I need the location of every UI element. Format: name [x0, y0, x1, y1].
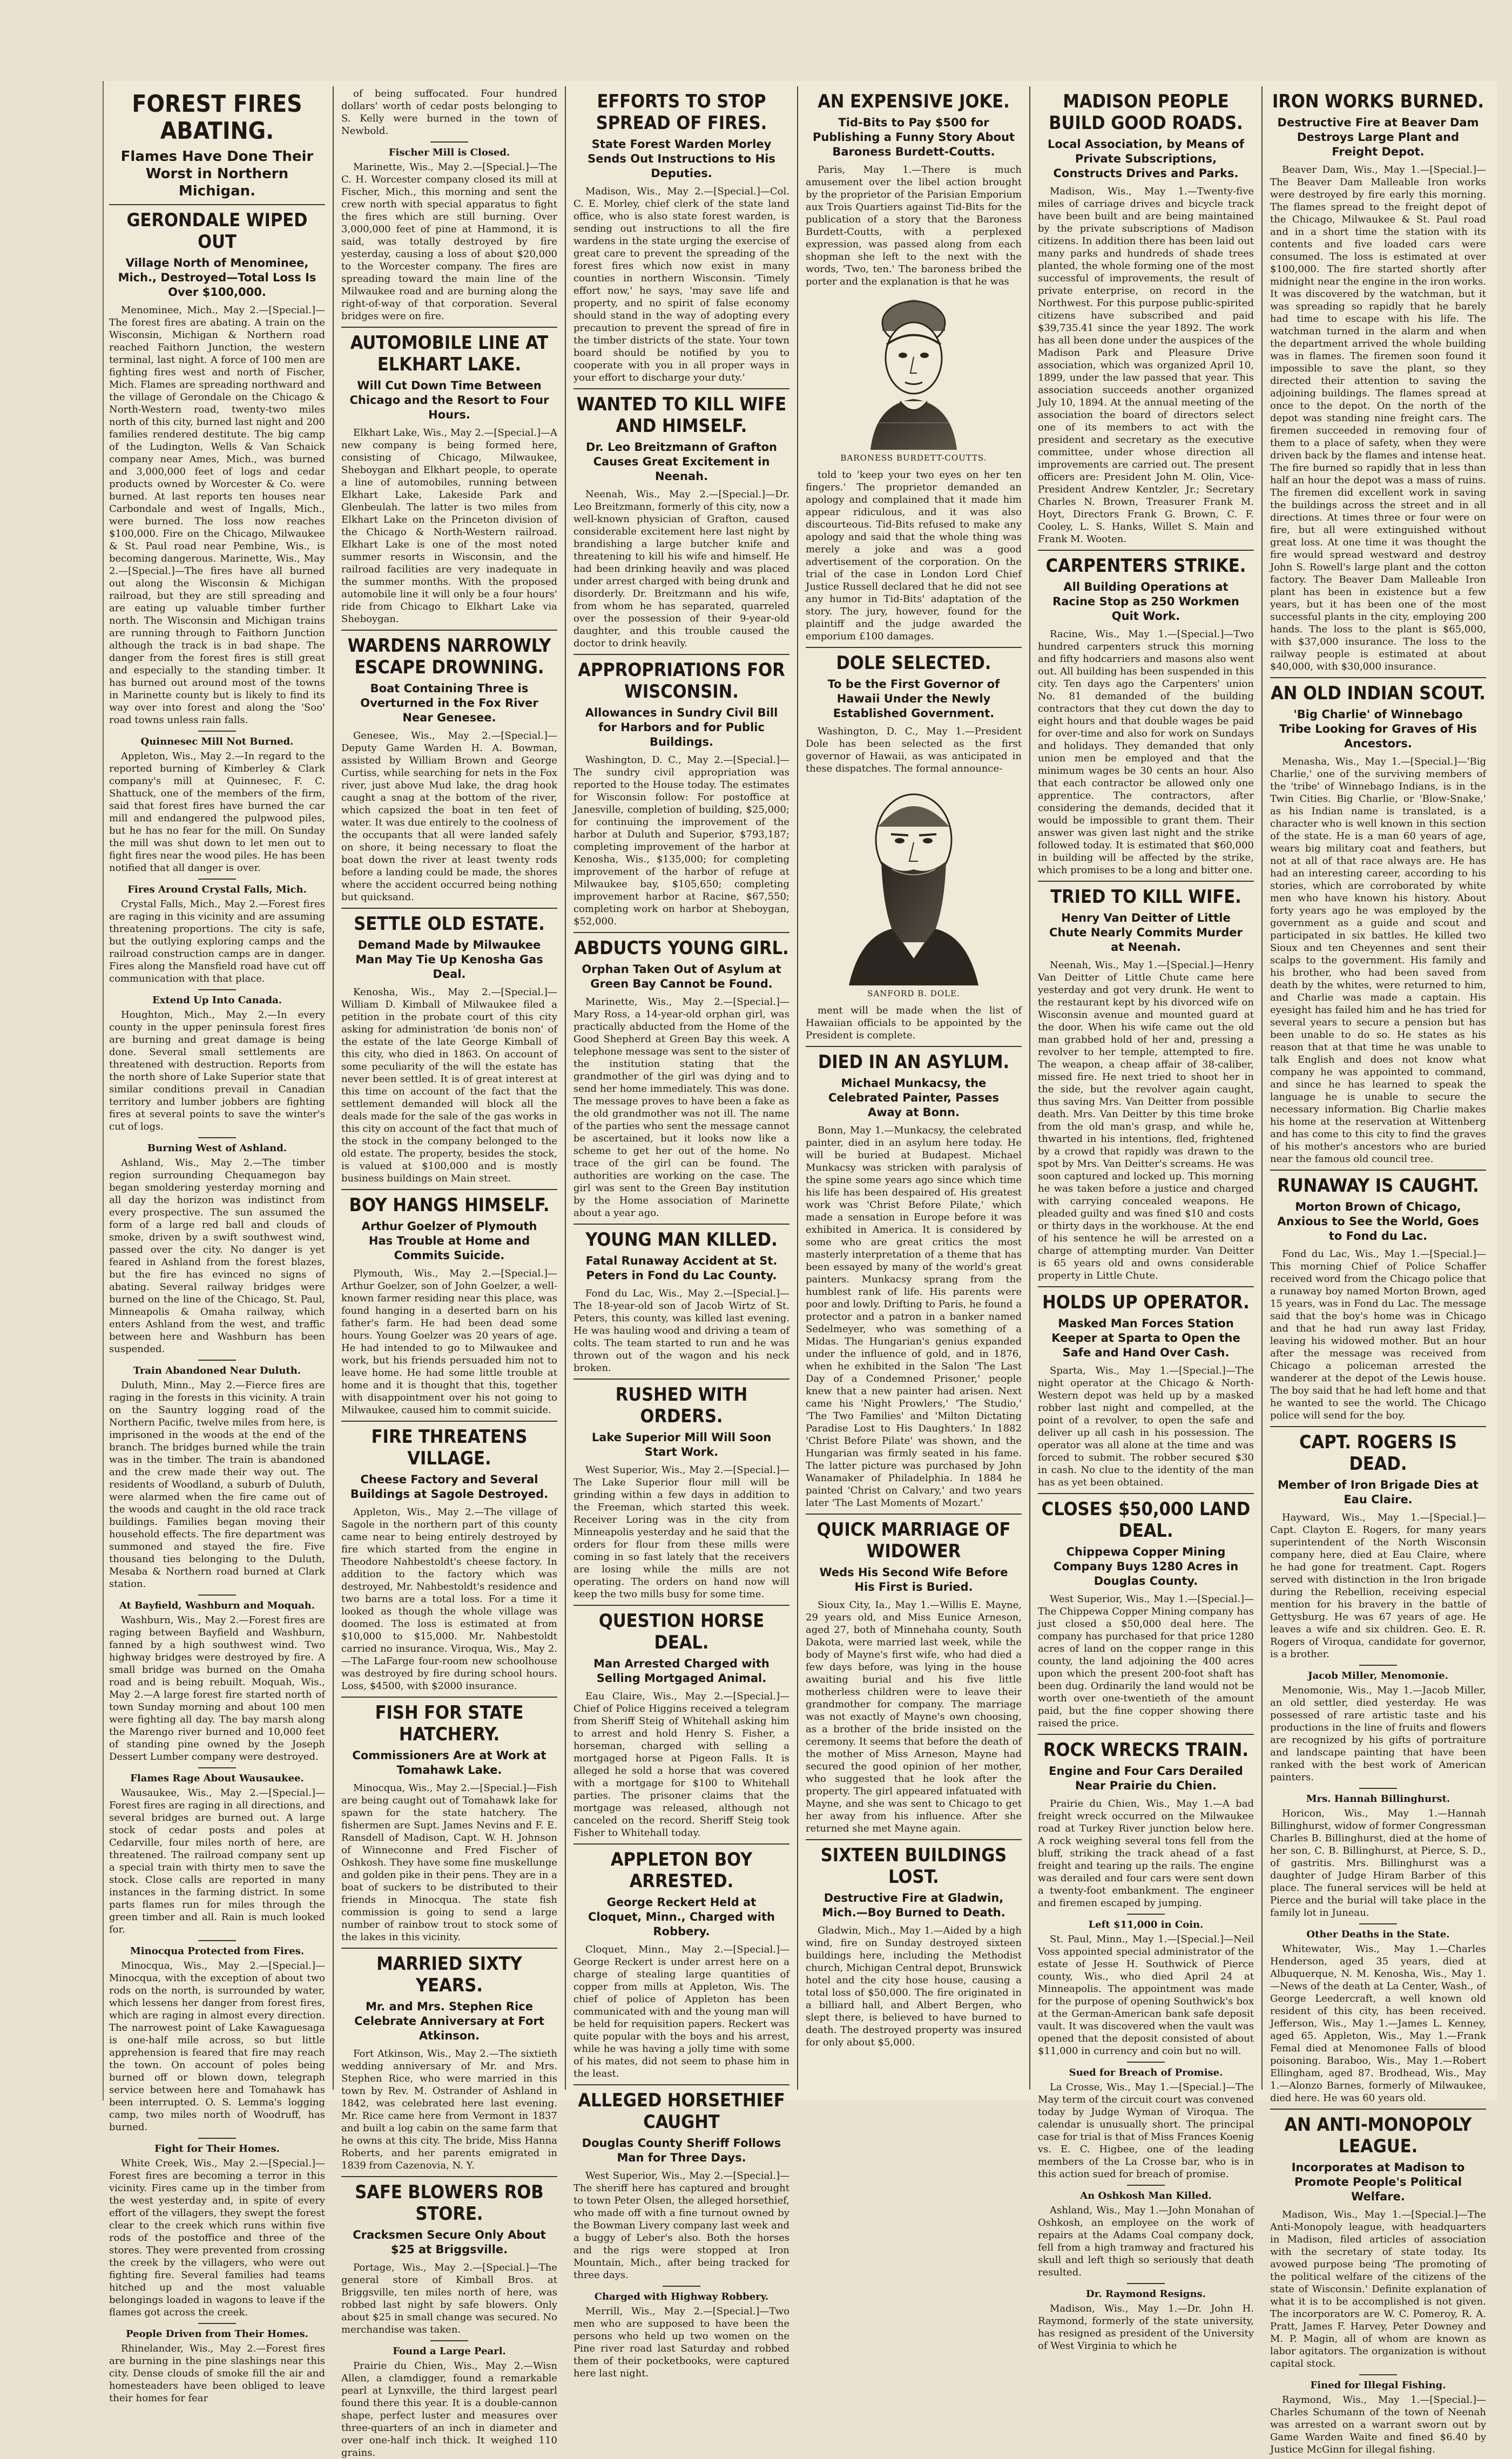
article [109, 91, 325, 200]
section-subhead: Left $11,000 in Coin. [1088, 1919, 1204, 1930]
subheadline: All Building Operations at Racine Stop as 250 Workmen Quit Work. [1052, 580, 1239, 623]
article [341, 141, 557, 322]
headline: FIRE THREATENS VILLAGE. [371, 1426, 528, 1469]
headline: QUICK MARRIAGE OF WIDOWER [816, 1519, 1011, 1562]
article-divider [341, 1697, 557, 1698]
article [109, 1595, 325, 1763]
article [1270, 91, 1486, 673]
headline: DIED IN AN ASYLUM. [818, 1051, 1010, 1073]
article-divider [198, 2323, 236, 2324]
article-body: Racine, Wis., May 1.—[Special.]—Two hundred carpenters struck this morning and fifty hodcarriers and masons also went out. All building has been suspended in this city. Ten days ago the Carpenters' union No. 81 demanded of the building contractors that they cut down the day to eight hours and that double wages be paid for over-time and also for work on Sundays and holidays. They demanded that only union men be employed and that the minimum wages be 30 cents an hour. Also that each contractor be allowed only one apprentice. The contractors, after considering the demands, decided that it would be impossible to grant them. Their answer was given last night and the strike followed today. It is estimated that $60,000 in building will be affected by the strike, which promises to be a long and bitter one. [1038, 629, 1254, 876]
article-body: Appleton, Wis., May 2.—In regard to the reported burning of Kimberley & Clark company's mill at Quinnesec, F. C. Shattuck, one of the members of the firm, said that forest fires have burned the car mill and endangered the pulpwood piles, but he has no fear for the mill. On Sunday the mill was shut down to let men out to fight fires near the wood piles. He has been notified that all danger is over. [109, 751, 325, 874]
article [109, 2323, 325, 2404]
article-body: Menomonie, Wis., May 1.—Jacob Miller, an old settler, died yesterday. He was possessed of rare artistic taste and his productions in the line of fruits and flowers are recognized by his gifts of portraiture and landscape painting that have been ranked with the best work of American painters. [1270, 1685, 1486, 1783]
headline: AN ANTI-MONOPOLY LEAGUE. [1284, 2114, 1472, 2157]
section-subhead: People Driven from Their Homes. [126, 2328, 308, 2340]
article [341, 908, 557, 1185]
article-body: Prairie du Chien, Wis., May 2.—Wisn Allen, a clamdigger, found a remarkable pearl at Lynxville, the third largest pearl found there this year. It is a double-cannon shape, perfect luster and measures over three-quarters of an inch in diameter and over one-half inch thick. It weighed 110 grains. [341, 2360, 557, 2458]
article-divider [1038, 1286, 1254, 1287]
article [1270, 2109, 1486, 2370]
article-divider [198, 879, 236, 880]
section-subhead: Fires Around Crystal Falls, Mich. [127, 884, 307, 895]
section-subhead: At Bayfield, Washburn and Moquah. [119, 1600, 315, 1611]
subheadline: Man Arrested Charged with Selling Mortgaged Animal. [593, 1657, 770, 1685]
article [341, 2176, 557, 2336]
section-subhead: Other Deaths in the State. [1306, 1929, 1450, 1940]
subheadline: To be the First Governor of Hawaii Under the Newly Established Government. [827, 678, 1000, 720]
headline: AN OLD INDIAN SCOUT. [1271, 683, 1486, 704]
article-body: of being suffocated. Four hundred dollars' worth of cedar posts belonging to S. Kelly were burned in the town of Newbold. [341, 88, 557, 137]
article-body: Menasha, Wis., May 1.—[Special.]—'Big Charlie,' one of the surviving members of the 'tribe' of Winnebago Indians, is in the Twin Cities. Big Charlie, or 'Blow-Snake,' as his Indian name is translated, is a character who is well known in this section of the state. He is a man 60 years of age, wears big military coat and feathers, but not at all of that race always are. He has had an interesting career, according to his stories, which are corroborated by white men who have known his history. About forty years ago he was employed by the government as a guide and scout and participated in six battles. He killed two Sioux and ten Cheyennes and sent their scalps to the government. His family and his brother, who had been saved from death by the whites, were returned to him, and Charlie was made a captain. His eyesight has failed him and he has tried for several years to secure a pension but has been unable to do so. He states as his reason that at that time he was unable to talk English and does not know what company he was appointed to command, and since he has learned to speak the language he is unable to secure the necessary information. Big Charlie makes his home at the reservation at Wittenberg and has come to this city to find the graves of his mother's ancestors who are buried near the famous old council tree. [1270, 756, 1486, 1165]
article [1038, 2185, 1254, 2279]
article-body: Rhinelander, Wis., May 2.—Forest fires are burning in the pine slashings near this city. Dense clouds of smoke fill the air and homesteaders have been obliged to leave their homes for fear [109, 2343, 325, 2404]
article [1038, 1734, 1254, 1909]
section-subhead: An Oshkosh Man Killed. [1080, 2190, 1212, 2201]
subheadline: Incorporates at Madison to Promote People's Political Welfare. [1291, 2161, 1465, 2203]
article-divider [1038, 1493, 1254, 1494]
headline: RUNAWAY IS CAUGHT. [1277, 1175, 1479, 1197]
column-rule [797, 86, 798, 2090]
newspaper-page [103, 81, 1497, 2458]
subheadline: Cheese Factory and Several Buildings at Sagole Destroyed. [350, 1473, 549, 1501]
article [109, 1940, 325, 2133]
headline: AN EXPENSIVE JOKE. [818, 91, 1010, 112]
article-body: Neenah, Wis., May 2.—[Special.]—Dr. Leo Breitzmann, formerly of this city, now a well-known physician of Grafton, caused considerable excitement here last night by brandishing a large butcher knife and threatening to kill his wife and himself. He had been drinking heavily and was placed under arrest charged with being drunk and disorderly. Dr. Breitzmann and his wife, from whom he has separated, quarreled over the possession of their 9-year-old daughter, and this trouble caused the doctor to drink heavily. [573, 489, 789, 649]
article [109, 204, 325, 726]
article-divider [806, 1839, 1022, 1840]
article [806, 1046, 1022, 1509]
article-body: Minocqua, Wis., May 2.—[Special.]—Minocqua, with the exception of about two rods on the north, is surrounded by water, which lessens her danger from forest fires, which are raging in almost every direction. The narrowest point of Lake Kawaguesaga is one-half mile across, so but little apprehension is feared that fire may reach the town. On account of poles being burned off or blown down, telegraph service between here and Tomahawk has been interrupted. O. S. Lemma's logging camp, two miles north of Woodruff, has burned. [109, 1960, 325, 2133]
subheadline: Henry Van Deitter of Little Chute Nearly Commits Murder at Neenah. [1049, 911, 1243, 954]
column-rule [333, 86, 334, 2090]
article-body: Whitewater, Wis., May 1.—Charles Henderson, aged 35 years, died at Albuquerque, N. M. Kenosha, Wis., May 1.—News of the death at La Center, Wash., of George Leedercraft, a well known old resident of this city, has been received. Jefferson, Wis., May 1.—James L. Kenney, aged 65. Appleton, Wis., May 1.—Frank Femal died at Menomonee Falls of blood poisoning. Baraboo, Wis., May 1.—Robert Ellingham, aged 87. Brodhead, Wis., May 1.—Alonzo Barnes, formerly of Milwaukee, died here. He was 60 years old. [1270, 1943, 1486, 2104]
headline: SETTLE OLD ESTATE. [354, 913, 545, 935]
subheadline: Lake Superior Mill Will Soon Start Work. [591, 1431, 772, 1458]
subheadline: Engine and Four Cars Derailed Near Prairie du Chien. [1049, 1765, 1243, 1792]
article-divider [663, 2286, 700, 2287]
article-divider [1127, 2062, 1165, 2063]
article-divider [573, 654, 789, 655]
article-divider [1127, 2185, 1165, 2186]
article [1038, 1493, 1254, 1730]
article-divider [806, 647, 1022, 648]
subheadline: Orphan Taken Out of Asylum at Green Bay Cannot be Found. [582, 963, 781, 990]
section-subhead: Mrs. Hannah Billinghurst. [1306, 1793, 1450, 1805]
column-1 [109, 87, 325, 2404]
article-divider [1127, 1914, 1165, 1915]
headline: FOREST FIRES ABATING. [132, 90, 302, 145]
article-divider [1270, 677, 1486, 678]
subheadline: George Reckert Held at Cloquet, Minn., Charged with Robbery. [588, 1896, 775, 1938]
article [1038, 1914, 1254, 2057]
article-divider [198, 1360, 236, 1361]
headline: HOLDS UP OPERATOR. [1042, 1292, 1250, 1313]
article [1270, 1665, 1486, 1784]
subheadline: Local Association, by Means of Private Subscriptions, Constructs Drives and Parks. [1047, 138, 1244, 180]
article-body: ment will be made when the list of Hawaiian officials to be appointed by the President is complete. [806, 1005, 1022, 1041]
headline: WARDENS NARROWLY ESCAPE DROWNING. [347, 635, 551, 678]
column-2 [341, 87, 557, 2458]
subheadline: Demand Made by Milwaukee Man May Tie Up Kenosha Gas Deal. [355, 938, 543, 981]
article-divider [341, 1189, 557, 1190]
article-body: Wausaukee, Wis., May 2.—[Special.]—Forest fires are raging in all directions, and several bridges are burned out. A large stock of cedar posts and poles at Cedarville, four miles north of here, are threatened. The railroad company sent up a special train with thirty men to save the stock. Close calls are reported in many instances in the farming district. In some parts flames run for miles through the green timber and all. Rain is much looked for. [109, 1787, 325, 1935]
article-divider [198, 1595, 236, 1596]
article-divider [109, 204, 325, 205]
article-divider [573, 932, 789, 933]
article-divider [1359, 1923, 1397, 1924]
article-body: Fond du Lac, Wis., May 1.—[Special.]—This morning Chief of Police Schaffer received word from the Chicago police that a runaway boy named Morton Brown, aged 15 years, was in Fond du Lac. The message said that the boy's home was in Chicago and that he had run away last Friday, leaving his widowed mother. But an hour after the message was received from Chicago a policeman arrested the wanderer at the depot of the Lewis house. The boy said that he had left home and that he wanted to see the world. The Chicago police will send for the boy. [1270, 1248, 1486, 1421]
article [573, 2286, 789, 2380]
article [573, 932, 789, 1219]
headline: SIXTEEN BUILDINGS LOST. [820, 1845, 1007, 1888]
article-body: Ashland, Wis., May 1.—John Monahan of Oshkosh, an employee on the work of repairs at the Adams Coal company dock, fell from a high tramway and fractured his skull and left thigh so seriously that death resulted. [1038, 2205, 1254, 2278]
article-body: West Superior, Wis., May 2.—[Special.]—The Lake Superior flour mill will be grinding within a few days in addition to the Freeman, which started this week. Receiver Loring was in the city from Minneapolis yesterday and he said that the orders for flour from these mills were coming in so fast lately that the receivers are losing while the mills are not operating. The orders on hand now will keep the two mills busy for some time. [573, 1464, 789, 1600]
article [573, 91, 789, 384]
article-divider [1038, 550, 1254, 551]
column-rule [565, 86, 566, 2090]
section-subhead: Extend Up Into Canada. [152, 995, 282, 1006]
subheadline: Village North of Menominee, Mich., Destroyed—Total Loss Is Over $100,000. [118, 256, 316, 299]
article [1038, 550, 1254, 876]
section-subhead: Found a Large Pearl. [393, 2346, 506, 2357]
article [1270, 677, 1486, 1165]
article-divider [430, 2340, 468, 2341]
headline: MARRIED SIXTY YEARS. [376, 1953, 522, 1996]
article-body: Menominee, Mich., May 2.—[Special.]—The forest fires are abating. A train on the Wisconsin, Michigan & Northern road reached Faithorn Junction, the western terminal, last night. A force of 100 men are fighting fires west and north of Fischer, Mich. Flames are spreading northward and the village of Gerondale on the Chicago & North-Western road, twenty-two miles north of this city, burned last night and 200 families rendered destitute. The big camp of the Ludington, Wells & Van Schaick company near Ames, Mich., was burned and 3,000,000 feet of logs and cedar products owned by Worcester & Co. were burned. At last reports ten houses near Carbondale and west of Ingalls, Mich., were burned. The loss now reaches $100,000. Fire on the Chicago, Milwaukee & St. Paul road near Pembine, Wis., is becoming dangerous. Marinette, Wis., May 2.—[Special.]—The fires have all burned out along the Wisconsin & Michigan railroad, but they are still spreading and are eating up valuable timber further north. The Wisconsin and Michigan trains are running through to Faithorn Junction although the track is in bad shape. The danger from the forest fires is still great and especially to the standing timber. It has burned out around most of the towns in Marinette county but is likely to find its way over into forest and along the 'Soo' road towns unless rain falls. [109, 305, 325, 726]
article-body: Marinette, Wis., May 2.—[Special.]—Mary Ross, a 14-year-old orphan girl, was practically abducted from the Home of the Good Shepherd at Green Bay this week. A telephone message was sent to the sister of the institution stating that the grandmother of the girl was dying and to send her home immediately. This was done. The message proves to have been a fake as the old grandmother was not ill. The name of the parties who sent the message cannot be ascertained, but it looks now like a scheme to get her out of the home. No trace of the girl can be found. The authorities are working on the case. The girl was sent to the Green Bay institution by the Home association of Marinette about a year ago. [573, 996, 789, 1219]
article-body: Gladwin, Mich., May 1.—Aided by a high wind, fire on Sunday destroyed sixteen buildings here, including the Methodist church, Michigan Central depot, Brunswick hotel and the city hose house, causing a total loss of $50,000. The fire originated in a billiard hall, and Albert Bergen, who slept there, is believed to have burned to death. The destroyed property was insured for only about $5,000. [806, 1925, 1022, 2048]
article-body: Houghton, Mich., May 2.—In every county in the upper peninsula forest fires are burning and great damage is being done. Several small settlements are threatened with destruction. Reports from the north shore of Lake Superior state that similar conditions prevail in Canadian territory and lumber jobbers are fighting fires at several points to save the winter's cut of logs. [109, 1009, 325, 1132]
article-divider [341, 630, 557, 631]
article [1038, 2283, 1254, 2352]
headline: APPLETON BOY ARRESTED. [610, 1849, 753, 1892]
article-body: Washington, D. C., May 1.—President Dole has been selected as the first governor of Hawaii, as was anticipated in these dispatches. The formal announce- [806, 726, 1022, 774]
article-body: Neenah, Wis., May 1.—[Special.]—Henry Van Deitter of Little Chute came here yesterday and got very drunk. He went to the restaurant kept by his divorced wife on Wisconsin avenue and mounted guard at the door. When his wife came out the old man grabbed hold of her and, pressing a revolver to her temple, attempted to fire. The weapon, a cheap affair of 38-caliber, missed fire. He next tried to shoot her in the side, but the revolver again caught, thus saving Mrs. Van Deitter from possible death. Mrs. Van Deitter by this time broke from the old man's grasp, and while he, thwarted in his intentions, fled, frightened by a crowd that rapidly was drawn to the spot by Mrs. Van Deitter's screams. He was soon captured and locked up. This morning he was taken before a justice and charged with carrying concealed weapons. He pleaded guilty and was fined $10 and costs or thirty days in the workhouse. At the end of his sentence he will be arrested on a charge of attempting murder. Van Deitter is 65 years old and owns considerable property in Little Chute. [1038, 960, 1254, 1281]
subheadline: Dr. Leo Breitzmann of Grafton Causes Great Excitement in Neenah. [586, 441, 777, 483]
article [573, 1605, 789, 1839]
article-divider [573, 1605, 789, 1606]
article [341, 2340, 557, 2459]
article-body: Fond du Lac, Wis., May 2.—[Special.]—The 18-year-old son of Jacob Wirtz of St. Peters, this county, was killed last evening. He was hauling wood and driving a team of colts. The team started to run and he was thrown out of the wagon and his neck broken. [573, 1288, 789, 1374]
article [573, 2084, 789, 2281]
article-body: West Superior, Wis., May 2.—[Special.]—The sheriff here has captured and brought to town Peter Olsen, the alleged horsethief, who made off with a fine turnout owned by the Bowman Livery company last week and a buggy of Leber's also. Both the horses and the rigs were stopped at Iron Mountain, Mich., after being tracked for three days. [573, 2170, 789, 2281]
article-divider [341, 327, 557, 328]
subheadline: Flames Have Done Their Worst in Northern Michigan. [120, 148, 314, 199]
article-divider [806, 1046, 1022, 1047]
subheadline: State Forest Warden Morley Sends Out Instructions to His Deputies. [588, 138, 775, 180]
article-body: Fort Atkinson, Wis., May 2.—The sixtieth wedding anniversary of Mr. and Mrs. Stephen Rice, who were married in this town by Rev. M. Ostrander of Ashland in 1842, was celebrated here last evening. Mr. Rice came here from Vermont in 1837 and built a log cabin on the same farm that he owns at this city. The bride, Miss Hanna Roberts, and her parents emigrated in 1839 from Cazenovia, N. Y. [341, 2048, 557, 2171]
article-divider [198, 731, 236, 732]
article-body: Madison, Wis., May 1.—Dr. John H. Raymond, formerly of the state university, has resigned as president of the University of West Virginia to which he [1038, 2303, 1254, 2352]
subheadline: 'Big Charlie' of Winnebago Tribe Looking for Graves of His Ancestors. [1279, 708, 1477, 750]
article [109, 1360, 325, 1590]
headline: QUESTION HORSE DEAL. [598, 1610, 765, 1653]
article [109, 2138, 325, 2319]
subheadline: Arthur Goelzer of Plymouth Has Trouble at Home and Commits Suicide. [361, 1220, 537, 1262]
section-subhead: Burning West of Ashland. [147, 1143, 287, 1154]
article [1038, 91, 1254, 545]
article-body: Sioux City, Ia., May 1.—Willis E. Mayne, 29 years old, and Miss Eunice Arneson, aged 27, both of Minnehaha county, South Dakota, were married last week, while the body of Mayne's first wife, who had died a few days before, was lying in the house awaiting burial and his five little motherless children were to leave their grandmother for company. The marriage was not exactly of Mayne's own choosing, as a brother of the bride insisted on the ceremony. It seems that before the death of the mother of Miss Arneson, Mayne had secured the good opinion of her mother, who suggested that he look after the property. The girl appeared infatuated with Mayne, and she was sent to Chicago to get her away from his influence. After she returned she met Mayne again. [806, 1599, 1022, 1834]
article [806, 1839, 1022, 2049]
article-body: Appleton, Wis., May 2.—The village of Sagole in the northern part of this county came near to being entirely destroyed by fire which started from the engine in Theodore Nahbestoldt's cheese factory. In addition to the factory which was destroyed, Mr. Nahbestoldt's residence and two barns are a total loss. For a time it looked as though the whole village was doomed. The loss is estimated at from $10,000 to $15,000. Mr. Nahbestoldt carried no insurance. Viroqua, Wis., May 2.—The LaFarge four-room new schoolhouse was destroyed by fire during school hours. Loss, $4500, with $2000 insurance. [341, 1507, 557, 1692]
article [573, 654, 789, 928]
section-subhead: Fischer Mill is Closed. [388, 147, 510, 158]
article-divider [341, 2176, 557, 2177]
article [1270, 1788, 1486, 1919]
headline: TRIED TO KILL WIFE. [1050, 886, 1241, 908]
section-subhead: Flames Rage About Wausaukee. [130, 1773, 304, 1784]
headline: CARPENTERS STRIKE. [1045, 555, 1246, 577]
article [1038, 881, 1254, 1282]
article [1038, 1286, 1254, 1489]
article-body: Madison, Wis., May 1.—[Special.]—The Anti-Monopoly league, with headquarters in Madison, filed articles of association with the secretary of state today. Its avowed purpose being 'The promoting of the political welfare of the citizens of the state of Wisconsin.' Definite explanation of what it is to be accomplished is not given. The incorporators are W. C. Pomeroy, R. A. Pratt, James F. Harvey, Peter Downey and M. P. Magin, all of whom are known as labor agitators. The organization is without capital stock. [1270, 2209, 1486, 2369]
column-rule [1261, 86, 1263, 2090]
section-subhead: Train Abandoned Near Duluth. [133, 1365, 301, 1376]
article [1270, 1170, 1486, 1422]
article-divider [198, 1767, 236, 1768]
article [341, 1189, 557, 1416]
headline: IRON WORKS BURNED. [1272, 91, 1484, 112]
article [573, 388, 789, 650]
article-body: Merrill, Wis., May 2.—[Special.]—Two men who are supposed to have been the persons who held up two women on the Pine river road last Saturday and robbed them of their pocketbooks, were captured here last night. [573, 2306, 789, 2379]
subheadline: Commissioners Are at Work at Tomahawk Lake. [352, 1749, 546, 1776]
article-body: Washburn, Wis., May 2.—Forest fires are raging between Bayfield and Washburn, fanned by a high southwest wind. Two highway bridges were destroyed by fire. A small bridge was burned on the Omaha road and is being rebuilt. Moquah, Wis., May 2.—A large forest fire started north of town Sunday morning and about 100 men were fighting all day. The bay marsh along the Marengo river burned and 10,000 feet of standing pine owned by the Joseph Dessert Lumber company were destroyed. [109, 1614, 325, 1762]
article-divider [1359, 1665, 1397, 1666]
column-3 [573, 87, 789, 2379]
article-body: Paris, May 1.—There is much amusement over the libel action brought by the proprietor of the Parisian Emporium aux Trois Quartiers against Tid-Bits for the publication of a story that the Baroness Burdett-Coutts, with a perplexed expression, was passed along from each shopman she left to the next with the words, 'Two, ten.' The baroness bribed the porter and the explanation is that he was [806, 164, 1022, 287]
headline: AUTOMOBILE LINE AT ELKHART LAKE. [350, 332, 549, 375]
subheadline: Weds His Second Wife Before His First is Buried. [819, 1566, 1008, 1593]
article [341, 87, 557, 137]
article [806, 293, 1022, 643]
article-body: Genesee, Wis., May 2.—[Special.]—Deputy Game Warden H. A. Bowman, assisted by William Brown and George Curtiss, while searching for nets in the Fox river, just above Mud lake, the drag hook caught a snag at the bottom of the river, which capsized the boat in ten feet of water. It was due entirely to the coolness of the occupants that all were landed safely on shore, it being necessary to float the boat down the river at least twenty rods before a landing could be made, the shores where the accident occurred being nothing but quicksand. [341, 730, 557, 903]
article-divider [198, 1940, 236, 1941]
article-divider [573, 388, 789, 389]
article-body: Plymouth, Wis., May 2.—[Special.]—Arthur Goelzer, son of John Goelzer, a well-known farmer residing near this place, was found hanging in a deserted barn on his father's farm. He had been dead some hours. Young Goelzer was 20 years of age. He had intended to go to Milwaukee and work, but his friends persuaded him not to leave home. He had some little trouble at home and it is thought that this, together with disappointment over his not going to Milwaukee, caused him to commit suicide. [341, 1268, 557, 1416]
article-divider [1270, 2109, 1486, 2110]
article-body: White Creek, Wis., May 2.—[Special.]—Forest fires are becoming a terror in this vicinity. Fires came up in the timber from the west yesterday and, in spite of every effort of the villagers, they swept the forest clear to the creek which runs within five rods of the postoffice and three of the stores. They were prevented from crossing the creek by the villagers, who were out fighting fire. Several families had teams hitched up and the most valuable belongings loaded in wagons to leave if the flames got across the creek. [109, 2158, 325, 2318]
article-divider [573, 1843, 789, 1845]
article [109, 731, 325, 874]
article-body: Madison, Wis., May 1.—Twenty-five miles of carriage drives and bicycle track have been built and are being maintained by the private subscriptions of Madison citizens. In addition there has been laid out many parks and hundreds of shade trees planted, the whole forming one of the most successful of improvements, the result of private enterprise, on record in the Northwest. For this purpose public-spirited citizens have subscribed and paid $39,735.41 since the year 1892. The work has all been done under the auspices of the Madison Park and Pleasure Drive association, which was organized April 10, 1899, under the law passed that year. This association succeeds another organized July 10, 1894. At the annual meeting of the association the board of directors select one of its members to act with the president and secretary as the executive committee, under whose direction all improvements are carried out. The present officers are: President John M. Olin, Vice-President Andrew Kentzler, Jr.; Secretary Charles N. Brown, Treasurer Frank M. Hoyt, Directors Frank G. Brown, C. F. Cooley, L. S. Hanks, Willet S. Main and Frank M. Wooten. [1038, 186, 1254, 545]
article-body: Washington, D. C., May 2.—[Special.]—The sundry civil appropriation was reported to the House today. The estimates for Wisconsin follow: For postoffice at Janesville, completion of building, $25,000; for continuing the improvement of the harbor at Duluth and Superior, $793,187; completing improvement of the harbor at Kenosha, Wis., $135,000; for completing improvement of the harbor of refuge at Milwaukee bay, $105,650; completing improvement harbor at Racine, $67,550; completing work on harbor at Sheboygan, $52,000. [573, 754, 789, 927]
subheadline: Boat Containing Three is Overturned in the Fox River Near Genesee. [360, 682, 538, 724]
article-body: Elkhart Lake, Wis., May 2.—[Special.]—A new company is being formed here, consisting of Chicago, Milwaukee, Sheboygan and Elkhart people, to operate a line of automobiles, running between Elkhart Lake, Lakeside Park and Glenbeulah. The latter is two miles from Elkhart Lake on the Princeton division of the Chicago & North-Western railroad. Elkhart Lake is one of the most noted summer resorts in Wisconsin, and the railroad facilities are very inadequate in the summer months. With the proposed automobile line it will only be a four hours' ride from Chicago to Elkhart Lake via Sheboygan. [341, 427, 557, 625]
article [806, 647, 1022, 775]
subheadline: Chippewa Copper Mining Company Buys 1280 Acres in Douglas County. [1053, 1545, 1239, 1587]
article [109, 1137, 325, 1355]
headline: EFFORTS TO STOP SPREAD OF FIRES. [596, 91, 767, 134]
article-body: Portage, Wis., May 2.—[Special.]—The general store of Kimball Bros. at Briggsville, ten miles north of here, was robbed last night by safe blowers. Only about $25 in small change was secured. No merchandise was taken. [341, 2262, 557, 2335]
article-body: Duluth, Minn., May 2.—Fierce fires are raging in the forests in this vicinity. A train on the Sauntry logging road of the Northern Pacific, twelve miles from here, is imprisoned in the woods at the end of the branch. The bridges burned while the train was in the timber. The train is abandoned and the crew made their way out. The residents of Woodland, a suburb of Duluth, were alarmed when the fire came out of the woods and caught in the old race track buildings. Families began moving their household effects. The fire department was summoned and stayed the fire. Five thousand ties belonging to the Duluth, Mesaba & Northern road burned at Clark station. [109, 1380, 325, 1590]
subheadline: Fatal Runaway Accident at St. Peters in Fond du Lac County. [585, 1254, 778, 1282]
article-body: Cloquet, Minn., May 2.—[Special.]—George Reckert is under arrest here on a charge of stealing large quantities of copper from mills at Appleton, Wis. The chief of police of Appleton has been communicated with and the young man will be held for requisition papers. Reckert was quite popular with the boys and his arrest, while he was having a jolly time with some of his mates, did not seem to phase him in the least. [573, 1944, 789, 2079]
column-5 [1038, 87, 1254, 2352]
headline: ALLEGED HORSETHIEF CAUGHT [578, 2090, 785, 2133]
article [573, 1224, 789, 1374]
article-body: Hayward, Wis., May 1.—[Special.]—Capt. Clayton E. Rogers, for many years superintendent of the North Wisconsin company here, died at Eau Claire, where he had gone for treatment. Capt. Rogers served with distinction in the Iron brigade during the Rebellion, receiving especial mention for his bravery in the battle of Gettysburg. He was 67 years of age. He leaves a wife and six children. Geo. E. R. Rogers of Viroqua, candidate for governor, is a brother. [1270, 1512, 1486, 1660]
article-body: Bonn, May 1.—Munkacsy, the celebrated painter, died in an asylum here today. He will be buried at Budapest. Michael Munkacsy was stricken with paralysis of the spine some years ago since which time his life has been despaired of. His greatest work was 'Christ Before Pilate,' which made a sensation in Europe before it was exhibited in America. It is considered by some who are great critics the most masterly interpretation of a theme that has been essayed by many of the world's great painters. Munkacsy sprang from the humblest rank of life. His parents were poor and lowly. Drifting to Paris, he found a protector and a patron in a banker named Sedelmeyer, who was something of a Midas. The Hungarian's genius expanded under the influence of gold, and in 1876, when he exhibited in the Salon 'The Last Day of a Condemned Prisoner,' people knew that a new painter had arisen. Next came his 'Night Prowlers,' 'The Studio,' 'The Two Families' and 'Milton Dictating Paradise Lost to His Daughters.' In 1882 'Christ Before Pilate' was shown, and the Hungarian was firmly seated in his fame. The latter picture was purchased by John Wanamaker of Philadelphia. In 1884 he painted 'Christ on Calvary,' and two years later 'The Last Moments of Mozart.' [806, 1125, 1022, 1509]
column-4 [806, 87, 1022, 2090]
article-body: Kenosha, Wis., May 2.—[Special.]—William D. Kimball of Milwaukee filed a petition in the probate court of this city asking for administration 'de bonis non' of the estate of the late George Kimball of this city, who died in 1863. On account of some peculiarity of the will the estate has never been settled. It is of great interest at this time on account of the fact that the settlement demanded will block all the deals made for the sale of the gas works in this city on account of the fact that much of the stock in the company belonged to the old estate. The property, besides the stock, is valued at $100,000 and is mostly business buildings on Main street. [341, 987, 557, 1184]
article [109, 879, 325, 985]
article-body: Ashland, Wis., May 2.—The timber region surrounding Chequamegon bay began smoldering yesterday morning and all day the horizon was indistinct from every prospective. The sun assumed the form of a large red ball and clouds of smoke, driven by a swift southwest wind, passed over the city. No danger is yet feared in Ashland from the forest blazes, but the fire has evinced no signs of abating. Several railway bridges were burned on the line of the Chicago, St. Paul, Minneapolis & Omaha railway, which enters Ashland from the west, and traffic between here and Washburn has been suspended. [109, 1157, 325, 1355]
article-divider [198, 989, 236, 990]
article-divider [1359, 1788, 1397, 1789]
headline: CAPT. ROGERS IS DEAD. [1299, 1431, 1457, 1475]
article-body: Eau Claire, Wis., May 2.—[Special.]—Chief of Police Higgins received a telegram from Sheriff Steig of Whitehall asking him to arrest and hold Henry S. Fisher, a horseman, charged with selling a mortgaged horse at Pigeon Falls. It is alleged he sold a horse that was covered with a mortgage for $100 to Whitehall parties. The prisoner claims that the mortgage was released, although not canceled on the record. Sheriff Steig took Fisher to Whitehall today. [573, 1691, 789, 1839]
article-body: La Crosse, Wis., May 1.—[Special.]—The May term of the circuit court was convened today by Judge Wyman of Viroqua. The calendar is unusually short. The principal case for trial is that of Miss Frances Koenig vs. E. C. Higbee, one of the leading members of the La Crosse bar, who is in this action sued for breach of promise. [1038, 2082, 1254, 2180]
article [341, 327, 557, 625]
section-subhead: Minocqua Protected from Fires. [130, 1945, 305, 1957]
subheadline: Destructive Fire at Gladwin, Mich.—Boy Burned to Death. [822, 1891, 1005, 1919]
article-body: Minocqua, Wis., May 2.—[Special.]—Fish are being caught out of Tomahawk lake for spawn for the state hatchery. The fishermen are Supt. James Nevins and F. E. Ransdell of Madison, Capt. W. H. Johnson of Winneconne and Fred Fischer of Oshkosh. They have some fine muskellunge and golden pike in their pens. They are in a boat of suckers to be distributed to their friends in Minocqua. The state fish commission is going to send a large number of rainbow trout to stock some of the lakes in this vicinity. [341, 1782, 557, 1943]
article [573, 1379, 789, 1600]
headline: CLOSES $50,000 LAND DEAL. [1041, 1498, 1251, 1542]
article-divider [573, 1224, 789, 1225]
article-divider [341, 1421, 557, 1422]
article-body: Crystal Falls, Mich., May 2.—Forest fires are raging in this vicinity and are assuming threatening proportions. The city is safe, but the outlying exploring camps and the railroad construction camps are in danger. Fires along the Mansfield road have cut off communication with that place. [109, 899, 325, 984]
article [806, 1514, 1022, 1835]
article-divider [806, 1514, 1022, 1515]
subheadline: Cracksmen Secure Only About $25 at Briggsville. [353, 2228, 546, 2256]
article [341, 1421, 557, 1692]
article [1270, 1923, 1486, 2104]
article-divider [198, 2138, 236, 2139]
article [341, 1948, 557, 2172]
subheadline: Will Cut Down Time Between Chicago and the Resort to Four Hours. [349, 379, 549, 421]
article [109, 989, 325, 1133]
article-body: Beaver Dam, Wis., May 1.—[Special.]—The Beaver Dam Malleable Iron works were destroyed by fire early this morning. The flames spread to the freight depot of the Chicago, Milwaukee & St. Paul road and in a short time the station with its contents and five loaded cars were consumed. The loss is estimated at over $100,000. The fire started shortly after midnight near the engine in the iron works. It was discovered by the watchman, but it was spreading so rapidly that he barely had time to escape with his life. The watchman turned in the alarm and when the department arrived the whole building was in flames. The firemen soon found it impossible to save the plant, so they directed their attention to saving the adjoining buildings. The flames spread at once to the depot. On the north of the depot was standing nine freight cars. The firemen succeeded in removing four of them to a place of safety, when they were driven back by the flames and intense heat. The fire burned so rapidly that in less than half an hour the depot was a mass of ruins. The firemen did excellent work in saving the buildings across the street and in all directions. At times three or four were on fire, but all were extinguished without great loss. At one time it was thought the fire would spread westward and destroy John S. Rowell's large plant and the cotton factory. The Beaver Dam Malleable Iron plant has been in existence but a few years, but it has been one of the most successful plants in the city, employing 200 hands. The loss to the plant is $65,000, with $37,000 insurance. The loss to the railway people is estimated at about $40,000, with $30,000 insurance. [1270, 164, 1486, 672]
portrait-caption: BARONESS BURDETT-COUTTS. [840, 453, 987, 463]
section-subhead: Dr. Raymond Resigns. [1086, 2288, 1206, 2300]
article [1270, 2374, 1486, 2456]
article-divider [1127, 2283, 1165, 2284]
article-body: Sparta, Wis., May 1.—[Special.]—The night operator at the Chicago & North-Western depot was held up by a masked robber last night and compelled, at the point of a revolver, to open the safe and deliver up all cash in his possession. The operator was all alone at the time and was forced to submit. The robber secured $30 in cash. No clue to the identity of the man has as yet been obtained. [1038, 1365, 1254, 1488]
subheadline: Douglas County Sheriff Follows Man for Three Days. [582, 2137, 781, 2164]
dole-portrait-illustration [806, 780, 1022, 985]
subheadline: Destructive Fire at Beaver Dam Destroys Large Plant and Freight Depot. [1277, 116, 1479, 158]
section-subhead: Fined for Illegal Fishing. [1310, 2380, 1446, 2391]
article-divider [430, 141, 468, 143]
headline: WANTED TO KILL WIFE AND HIMSELF. [576, 394, 787, 437]
headline: DOLE SELECTED. [836, 652, 991, 674]
headline: SAFE BLOWERS ROB STORE. [355, 2181, 544, 2225]
article-body: Marinette, Wis., May 2.—[Special.]—The C. H. Worcester company closed its mill at Fischer, Mich., this morning and sent the crew north with special apparatus to fight the fires which are still burning. Over 3,000,000 feet of pine at Hammond, it is said, was totally destroyed by fire yesterday, causing a loss of about $20,000 to the Worcester company. The fires are spreading toward the main line of the Milwaukee road and are burning along the right-of-way of that corporation. Several bridges were on fire. [341, 161, 557, 322]
article [1270, 1426, 1486, 1660]
article-divider [1270, 1170, 1486, 1171]
subheadline: Michael Munkacsy, the Celebrated Painter, Passes Away at Bonn. [828, 1077, 999, 1119]
headline: RUSHED WITH ORDERS. [615, 1384, 748, 1427]
article-divider [1038, 881, 1254, 882]
article-body: St. Paul, Minn., May 1.—[Special.]—Neil Voss appointed special administrator of the estate of Jesse H. Southwick of Pierce county, Wis., who died April 24 at Minneapolis. The appointment was made for the purpose of opening Southwick's box at the German-American bank safe deposit vault. It was discovered when the vault was opened that the deposit consisted of about $11,000 in currency and coin but no will. [1038, 1934, 1254, 2057]
article-body: Raymond, Wis., May 1.—[Special.]—Charles Schumann of the town of Neenah was arrested on a warrant sworn out by Game Warden Waite and fined $6.40 by Justice McGinn for illegal fishing. [1270, 2394, 1486, 2455]
section-subhead: Fight for Their Homes. [154, 2143, 280, 2154]
portrait-caption: SANFORD B. DOLE. [867, 989, 960, 998]
section-subhead: Sued for Breach of Promise. [1069, 2067, 1223, 2078]
subheadline: Morton Brown of Chicago, Anxious to See the World, Goes to Fond du Lac. [1277, 1200, 1479, 1242]
article-divider [1270, 1426, 1486, 1427]
subheadline: Tid-Bits to Pay $500 for Publishing a Funny Story About Baroness Burdett-Coutts. [813, 116, 1015, 158]
article-divider [341, 908, 557, 909]
article [341, 1697, 557, 1943]
headline: ABDUCTS YOUNG GIRL. [574, 937, 789, 959]
article [109, 1767, 325, 1936]
article-divider [341, 1948, 557, 1949]
article-body: Madison, Wis., May 2.—[Special.]—Col. C. E. Morley, chief clerk of the state land office, who is also state forest warden, is sending out instructions to all the fire wardens in the state urging the exercise of great care to prevent the spreading of the forest fires which now exist in many counties in northern Wisconsin. 'Timely effort now,' he says, 'may save life and property, and no spirit of false economy should stand in the way of adopting every precaution to prevent the spread of fire in the timber districts of the state. Your town board should be notified by you to cooperate with you in all proper ways in your effort to discharge your duty.' [573, 186, 789, 383]
article-divider [198, 1137, 236, 1138]
column-6 [1270, 87, 1486, 2455]
article-divider [573, 2084, 789, 2085]
article [1038, 2062, 1254, 2180]
article-body: told to 'keep your two eyes on her ten fingers.' The proprietor demanded an apology and complained that it made him appear ridiculous, and it was also discourteous. Tid-Bits refused to make any apology and said that the whole thing was merely a joke and was a good advertisement of the corporation. On the trial of the case in London Lord Chief Justice Russell declared that he did not see any humor in Tid-Bits' adaptation of the story. The jury, however, found for the plaintiff and the judge awarded the emporium £100 damages. [806, 469, 1022, 642]
section-subhead: Jacob Miller, Menomonie. [1308, 1670, 1448, 1681]
article [806, 780, 1022, 1042]
headline: MADISON PEOPLE BUILD GOOD ROADS. [1049, 91, 1243, 134]
article [806, 91, 1022, 288]
headline: FISH FOR STATE HATCHERY. [375, 1702, 524, 1745]
column-rule [1029, 86, 1030, 2090]
article-divider [573, 1379, 789, 1380]
article-body: West Superior, Wis., May 1.—[Special.]—The Chippewa Copper Mining company has just closed a $50,000 deal here. The company has purchased for that price 1280 acres of land on the copper range in this county, the land adjoining the 400 acres upon which the present 200-foot shaft has been dug. Ordinarily the land would not be worth over one-twentieth of the amount paid, but the fine copper showing there raised the price. [1038, 1593, 1254, 1729]
subheadline: Masked Man Forces Station Keeper at Sparta to Open the Safe and Hand Over Cash. [1051, 1317, 1240, 1359]
headline: GERONDALE WIPED OUT [126, 210, 308, 253]
subheadline: Allowances in Sundry Civil Bill for Harbors and for Public Buildings. [585, 706, 778, 748]
headline: BOY HANGS HIMSELF. [349, 1194, 550, 1216]
article-body: Horicon, Wis., May 1.—Hannah Billinghurst, widow of former Congressman Charles B. Billinghurst, died at the home of her son, C. B. Billinghurst, at Pierce, S. D., of gastritis. Mrs. Billinghurst was a daughter of Judge Hiram Barber of this place. The funeral services will be held at Pierce and the burial will take place in the family lot in Juneau. [1270, 1808, 1486, 1918]
section-subhead: Quinnesec Mill Not Burned. [140, 736, 294, 747]
article [341, 630, 557, 903]
baroness-portrait-illustration [806, 293, 1022, 450]
subheadline: Mr. and Mrs. Stephen Rice Celebrate Anniversary at Fort Atkinson. [354, 2000, 544, 2042]
subheadline: Member of Iron Brigade Dies at Eau Claire. [1278, 1478, 1479, 1506]
article [573, 1843, 789, 2080]
headline: YOUNG MAN KILLED. [585, 1229, 778, 1251]
article-body: Prairie du Chien, Wis., May 1.—A bad freight wreck occurred on the Milwaukee road at Turkey River junction below here. A rock weighing several tons fell from the bluff, striking the track ahead of a fast freight and tearing up the rails. The engine was derailed and four cars were sent down a twenty-foot embankment. The engineer and firemen escaped by jumping. [1038, 1798, 1254, 1909]
article-divider [1038, 1734, 1254, 1735]
headline: APPROPRIATIONS FOR WISCONSIN. [578, 659, 785, 702]
section-subhead: Charged with Highway Robbery. [594, 2291, 769, 2302]
article-divider [1359, 2374, 1397, 2375]
headline: ROCK WRECKS TRAIN. [1043, 1739, 1249, 1761]
